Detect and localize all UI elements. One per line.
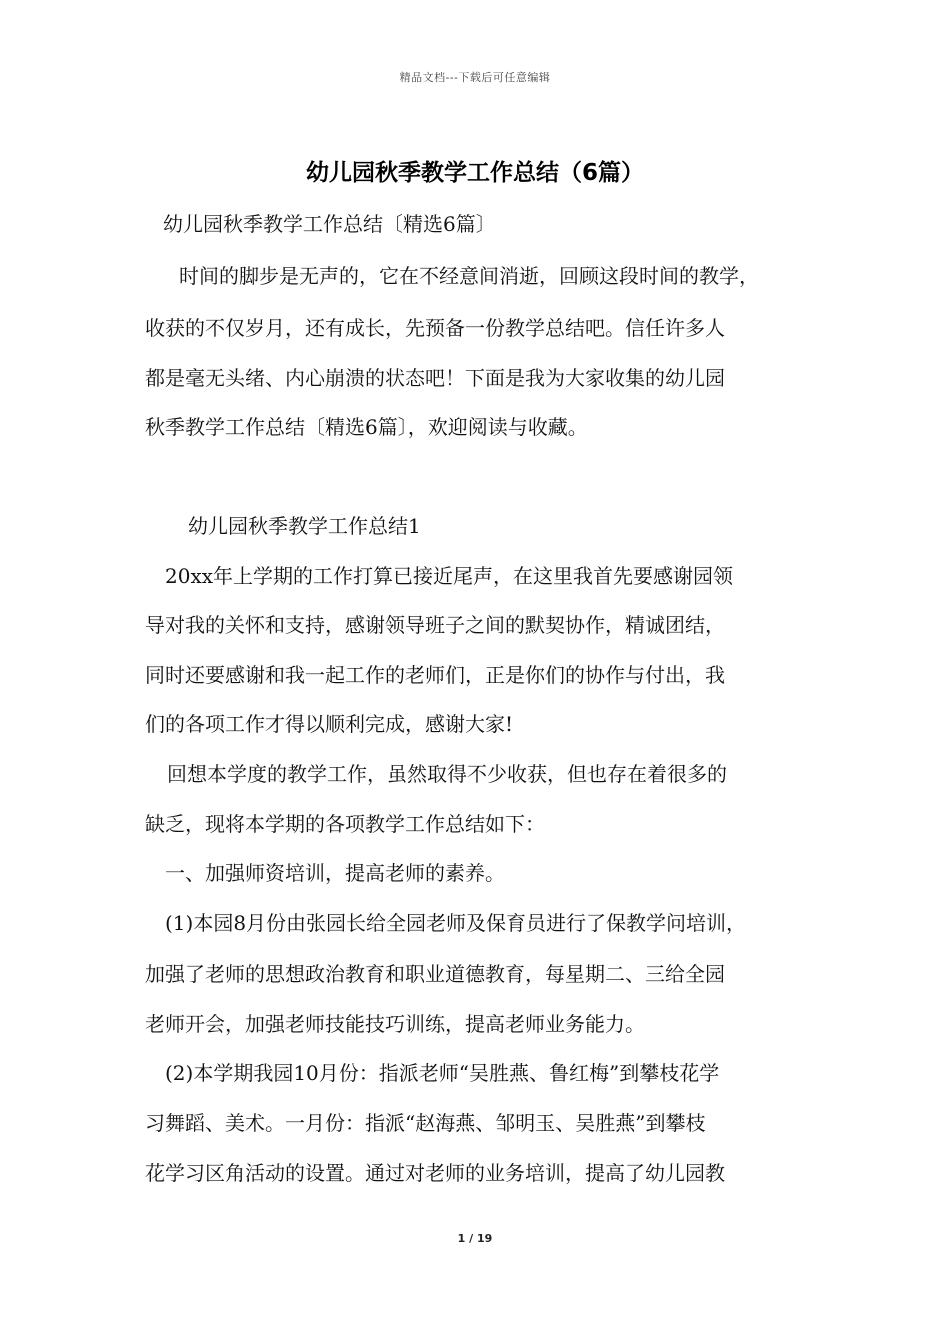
paragraph-line: (2)本学期我园10月份：指派老师“吴胜燕、鲁红梅”到攀枝花学 <box>165 1061 720 1085</box>
paragraph-line: (1)本园8月份由张园长给全园老师及保育员进行了保教学问培训， <box>165 911 747 935</box>
paragraph-line: 回想本学度的教学工作，虽然取得不少收获，但也存在着很多的 <box>167 762 727 786</box>
document-title: 幼儿园秋季教学工作总结（6篇） <box>305 160 644 186</box>
header-note: 精品文档---下载后可任意编辑 <box>399 71 551 84</box>
paragraph-line: 花学习区角活动的设置。通过对老师的业务培训，提高了幼儿园教 <box>145 1161 725 1185</box>
paragraph-line: 老师开会，加强老师技能技巧训练，提高老师业务能力。 <box>145 1012 645 1036</box>
paragraph-line: 导对我的关怀和支持，感谢领导班子之间的默契协作，精诚团结， <box>145 613 725 637</box>
paragraph-line: 习舞蹈、美术。一月份：指派“赵海燕、邹明玉、吴胜燕”到攀枝 <box>145 1111 706 1135</box>
paragraph-line: 20xx年上学期的工作打算已接近尾声，在这里我首先要感谢园领 <box>165 564 734 588</box>
subtitle-line: 幼儿园秋季教学工作总结〔精选6篇〕 <box>163 212 496 236</box>
paragraph-line: 缺乏，现将本学期的各项教学工作总结如下： <box>145 812 545 836</box>
section-heading: 幼儿园秋季教学工作总结1 <box>188 514 421 538</box>
paragraph-line: 同时还要感谢和我一起工作的老师们，正是你们的协作与付出，我 <box>145 663 725 687</box>
list-heading: 一、加强师资培训，提高老师的素养。 <box>165 861 505 885</box>
paragraph-line: 时间的脚步是无声的，它在不经意间消逝，回顾这段时间的教学， <box>179 264 759 288</box>
paragraph-line: 们的各项工作才得以顺利完成，感谢大家! <box>145 712 514 736</box>
paragraph-line: 加强了老师的思想政治教育和职业道德教育，每星期二、三给全园 <box>145 962 725 986</box>
paragraph-line: 收获的不仅岁月，还有成长，先预备一份教学总结吧。信任许多人 <box>145 316 725 340</box>
page-number: 1 / 19 <box>457 1232 493 1245</box>
paragraph-line: 都是毫无头绪、内心崩溃的状态吧！下面是我为大家收集的幼儿园 <box>145 366 725 390</box>
paragraph-line: 秋季教学工作总结〔精选6篇〕，欢迎阅读与收藏。 <box>145 415 588 439</box>
